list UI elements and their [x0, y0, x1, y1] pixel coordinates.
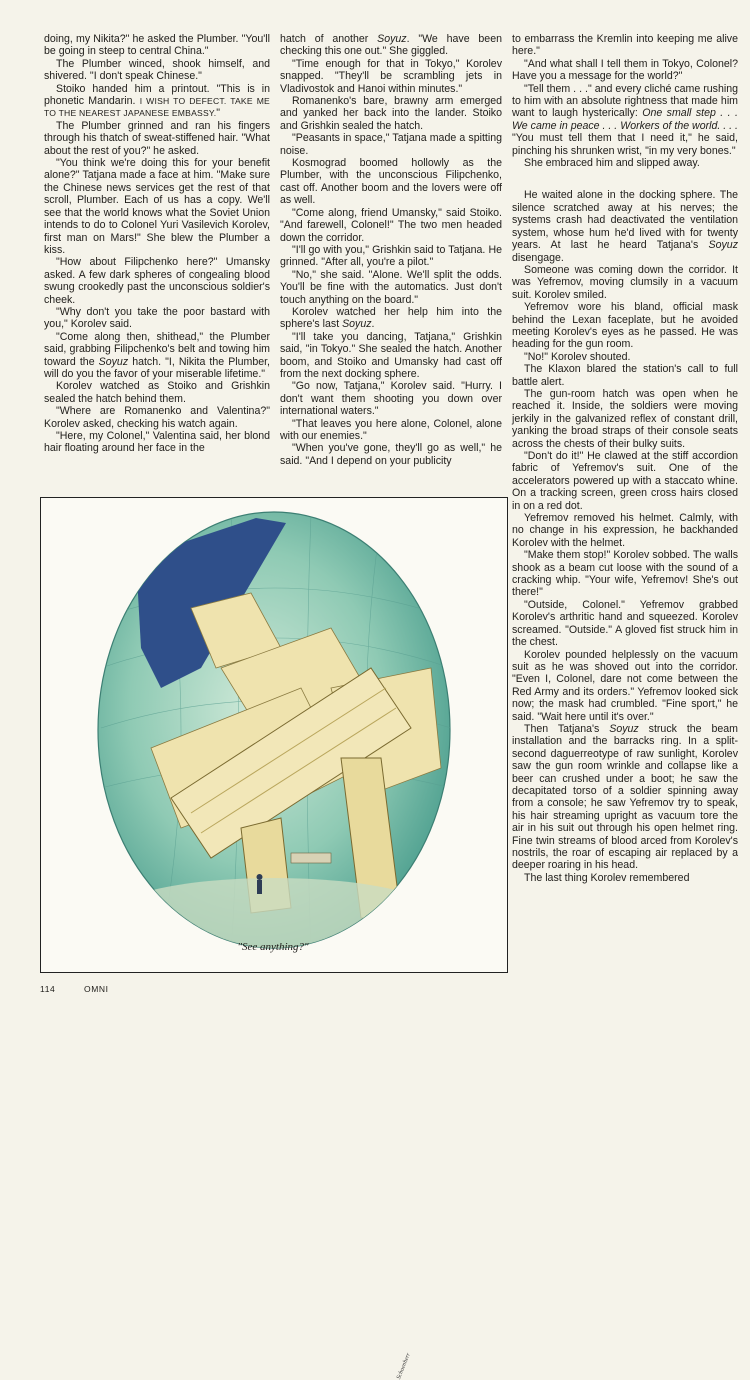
paragraph: "Outside, Colonel." Yefremov grabbed Korolev's arthritic hand and squeezed. Korolev screamed. "Outside." A gloved fist struck him in the chest. — [512, 598, 738, 649]
paragraph: "And what shall I tell them in Tokyo, Colonel? Have you a message for the world?" — [512, 57, 738, 83]
paragraph: "Peasants in space," Tatjana made a spitting noise. — [280, 132, 502, 157]
paragraph: "Go now, Tatjana," Korolev said. "Hurry. I don't want them shooting you down over international waters." — [280, 380, 502, 418]
small-figure — [257, 880, 262, 894]
paragraph: The Plumber winced, shook himself, and shivered. "I don't speak Chinese." — [44, 57, 270, 83]
column-3 — [512, 33, 738, 884]
paragraph: The Plumber grinned and ran his fingers through his thatch of sweat-stiffened hair. "What about the rest of you?" he asked. — [44, 119, 270, 157]
paragraph: Then Tatjana's Soyuz struck the beam installation and the barracks ring. In a split-second daguerreotype of raw sunlight, Korolev saw the gun room wrinkle and collapse like a beer can crushed under a boot; he saw the decapitated torso of a soldier spinning away from a console; he saw Yefremov try to speak, his hair streaming upright as vacuum tore the air in his suit out through his open helmet ring. Fine twin streams of blood arced from Korolev's nostrils, the roar of escaping air replaced by a deeper roaring in his head. — [512, 722, 738, 872]
paragraph: "Make them stop!" Korolev sobbed. The walls shook as a beam cut loose with the sound of a cracking whip. "Your wife, Yefremov! She's out there!" — [512, 549, 738, 599]
paragraph: "I'll take you dancing, Tatjana," Grishkin said, "in Tokyo." She sealed the hatch. Another boom, and Stoiko and Umansky had cast off from the next docking sphere. — [280, 330, 502, 380]
paragraph: to embarrass the Kremlin into keeping me alive here." — [512, 33, 738, 58]
paragraph: "Time enough for that in Tokyo," Korolev snapped. "They'll be scrambling jets in Vladivostok and Hanoi within minutes." — [280, 57, 502, 95]
paragraph: The gun-room hatch was open when he reached it. Inside, the soldiers were moving jerkily in the galvanized reflex of constant drill, yanking the broad straps of their console seats across the chests of their bulky suits. — [512, 387, 738, 450]
paragraph: Korolev pounded helplessly on the vacuum suit as he was shoved out into the corridor. "Even I, Colonel, dare not come between the Red Army and its orders." Yefremov looked sick now; the mask had crumbled. "Fine sport," he said. "Wait here until it's over." — [512, 648, 738, 723]
paragraph: "Here, my Colonel," Valentina said, her blond hair floating around her face in the — [44, 430, 270, 455]
column-1 — [44, 33, 270, 455]
paragraph: "Where are Romanenko and Valentina?" Korolev asked, checking his watch again. — [44, 405, 270, 430]
paragraph: Someone was coming down the corridor. It was Yefremov, moving clumsily in a vacuum suit. Korolev smiled. — [512, 263, 738, 301]
page-number: 114 — [40, 984, 56, 994]
paragraph: He waited alone in the docking sphere. The silence scratched away at his nerves; the systems crash had deactivated the ventilation system, whose hum he'd lived with for twenty years. At last he heard Tatjana's Soyuz disengage. — [512, 189, 738, 264]
paragraph: "How about Filipchenko here?" Umansky asked. A few dark spheres of congealing blood swung crookedly past the unconscious soldier's cheek. — [44, 256, 270, 306]
paragraph: doing, my Nikita?" he asked the Plumber. "You'll be going in steep to central China." — [44, 33, 270, 58]
paragraph: Korolev watched her help him into the sphere's last Soyuz. — [280, 305, 502, 331]
column-2 — [280, 33, 502, 467]
paragraph: Korolev watched as Stoiko and Grishkin sealed the hatch behind them. — [44, 380, 270, 405]
magazine-name: OMNI — [84, 984, 109, 994]
paragraph: "Why don't you take the poor bastard with you," Korolev said. — [44, 305, 270, 331]
paragraph: The last thing Korolev remembered — [524, 871, 690, 884]
paragraph: Yefremov removed his helmet. Calmly, with no change in his expression, he backhanded Korolev with the helmet. — [512, 512, 738, 549]
paragraph: "Don't do it!" He clawed at the stiff accordion fabric of Yefremov's suit. One of the accelerators powered up with a staccato whine. On a tracking screen, green cross hairs closed in on a red dot. — [512, 450, 738, 512]
paragraph: "Come along then, shithead," the Plumber said, grabbing Filipchenko's belt and towing him toward the Soyuz hatch. "I, Nikita the Plumber, will do you the favor of your miserable lifetime." — [44, 330, 270, 380]
paragraph: "No," she said. "Alone. We'll split the odds. You'll be fine with the automatics. Just don't touch anything on the board." — [280, 268, 502, 306]
paragraph: "You think we're doing this for your benefit alone?" Tatjana made a face at him. "Make sure the Chinese news services get the rest of that scroll, Plumber. Each of us has a copy. We'll see that the world knows what the Soviet Union intends to do to Colonel Yuri Vasilevich Korolev, first man on Mars!" She blew the Plumber a kiss. — [44, 157, 270, 256]
artist-signature: Schoenherr — [396, 1352, 412, 1380]
paragraph: "When you've gone, they'll go as well," he said. "And I depend on your publicity — [280, 442, 502, 467]
illustration-caption: "See anything?" — [237, 941, 309, 953]
paragraph: Yefremov wore his bland, official mask behind the Lexan faceplate, but he avoided meeting Korolev's eyes as he passed. He was heading for the gun room. — [512, 301, 738, 351]
telescope-illustration — [41, 498, 507, 972]
paragraph: "That leaves you here alone, Colonel, alone with our enemies." — [280, 417, 502, 442]
paragraph: Kosmograd boomed hollowly as the Plumber, with the unconscious Filipchenko, cast off. Another boom and the lovers were off as well. — [280, 157, 502, 207]
paragraph: Stoiko handed him a printout. "This is in phonetic Mandarin. I WISH TO DEFECT. TAKE ME TO THE NEAREST JAPANESE EMBASSY." — [44, 82, 270, 120]
paragraph: "No!" Korolev shouted. — [524, 350, 631, 363]
paragraph: The Klaxon blared the station's call to full battle alert. — [512, 363, 738, 388]
paragraph: "I'll go with you," Grishkin said to Tatjana. He grinned. "After all, you're a pilot." — [280, 243, 502, 269]
paragraph: "Come along, friend Umansky," said Stoiko. "And farewell, Colonel!" The two men headed down the corridor. — [280, 206, 502, 244]
paragraph: hatch of another Soyuz. "We have been checking this one out." She giggled. — [280, 33, 502, 58]
paragraph: "Tell them . . ." and every cliché came rushing to him with an absolute rightness that made him want to laugh hysterically: One small step . . . We came in peace . . . Workers of the world. . . . "You must tell them that I need it," he said, pinching his shrunken wrist, "in my very bones." — [512, 82, 738, 157]
paragraph: Romanenko's bare, brawny arm emerged and yanked her back into the lander. Stoiko and Grishkin sealed the hatch. — [280, 95, 502, 132]
paragraph: She embraced him and slipped away. — [524, 157, 700, 170]
